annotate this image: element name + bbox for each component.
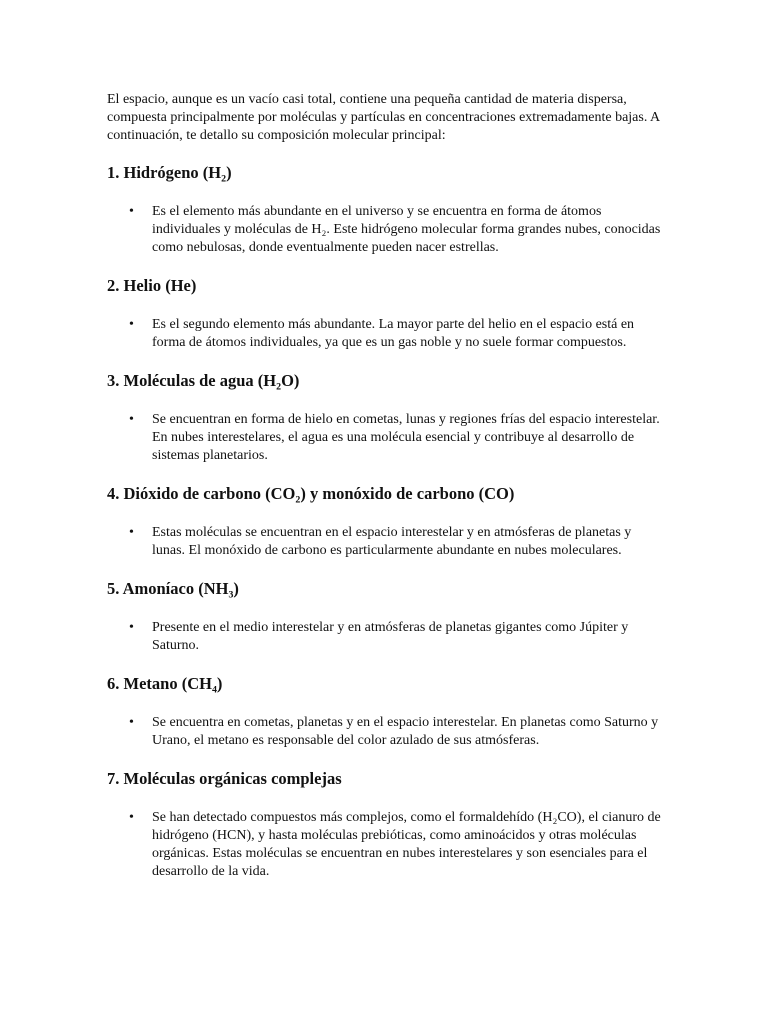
bullet-dot: • — [129, 715, 134, 730]
section-heading-organicas: 7. Moléculas orgánicas complejas — [107, 769, 342, 788]
bullet-list-hidrogeno — [107, 203, 664, 257]
bullet-dot: • — [129, 412, 134, 427]
bullet-list-metano — [107, 714, 664, 750]
section-heading-agua: 3. Moléculas de agua (H₂O) — [107, 371, 300, 390]
section-heading-hidrogeno: 1. Hidrógeno (H₂) — [107, 163, 232, 182]
bullet-list-agua — [107, 411, 664, 465]
section-heading-carbono: 4. Dióxido de carbono (CO₂) y monóxido de carbono (CO) — [107, 484, 515, 503]
bullet-dot: • — [129, 810, 134, 825]
bullet-text: Se encuentra en cometas, planetas y en el espacio interestelar. En planetas como Saturno y Urano, el metano es responsable del color azulado de sus atmósferas. — [152, 715, 659, 748]
bullet-text: Estas moléculas se encuentran en el espacio interestelar y en atmósferas de planetas y lunas. El monóxido de carbono es particularmente abundante en nubes moleculares. — [152, 525, 632, 558]
section-heading-amoniaco: 5. Amoníaco (NH₃) — [107, 579, 239, 598]
bullet-list-carbono — [107, 524, 664, 560]
bullet-item-amoniaco — [107, 619, 664, 655]
bullet-item-agua — [107, 411, 664, 465]
bullet-text: Presente en el medio interestelar y en atmósferas de planetas gigantes como Júpiter y Saturno. — [152, 620, 629, 653]
bullet-list-amoniaco — [107, 619, 664, 655]
bullet-text: Es el elemento más abundante en el universo y se encuentra en forma de átomos individuales y moléculas de H₂. Este hidrógeno molecular forma grandes nubes, conocidas como nebulosas, donde eventualmente pueden nacer estrellas. — [152, 204, 661, 255]
bullet-text: Se encuentran en forma de hielo en cometas, lunas y regiones frías del espacio interestelar. En nubes interestelares, el agua es una molécula esencial y contribuye al desarrollo de sistemas planetarios. — [152, 412, 660, 463]
bullet-dot: • — [129, 525, 134, 540]
bullet-text: Es el segundo elemento más abundante. La mayor parte del helio en el espacio está en forma de átomos individuales, ya que es un gas noble y no suele formar compuestos. — [152, 317, 635, 350]
intro-paragraph: El espacio, aunque es un vacío casi total, contiene una pequeña cantidad de materia dispersa, compuesta principalmente por moléculas y partículas en concentraciones extremadamente bajas. A continuación, te detallo su composición molecular principal: — [107, 92, 660, 143]
section-heading-metano: 6. Metano (CH₄) — [107, 674, 223, 693]
bullet-item-organicas — [107, 809, 664, 881]
bullet-item-carbono — [107, 524, 664, 560]
section-heading-helio: 2. Helio (He) — [107, 276, 197, 295]
bullet-dot: • — [129, 620, 134, 635]
bullet-list-helio — [107, 316, 664, 352]
bullet-dot: • — [129, 204, 134, 219]
bullet-text: Se han detectado compuestos más complejos, como el formaldehído (H₂CO), el cianuro de hidrógeno (HCN), y hasta moléculas prebióticas, como aminoácidos y otras moléculas orgánicas. Estas moléculas se encuentran en nubes interestelares y son esenciales para el desarrollo de la vida. — [152, 810, 661, 879]
bullet-item-metano — [107, 714, 664, 750]
bullet-dot: • — [129, 317, 134, 332]
bullet-item-helio — [107, 316, 664, 352]
bullet-list-organicas — [107, 809, 664, 881]
bullet-item-hidrogeno — [107, 203, 664, 257]
